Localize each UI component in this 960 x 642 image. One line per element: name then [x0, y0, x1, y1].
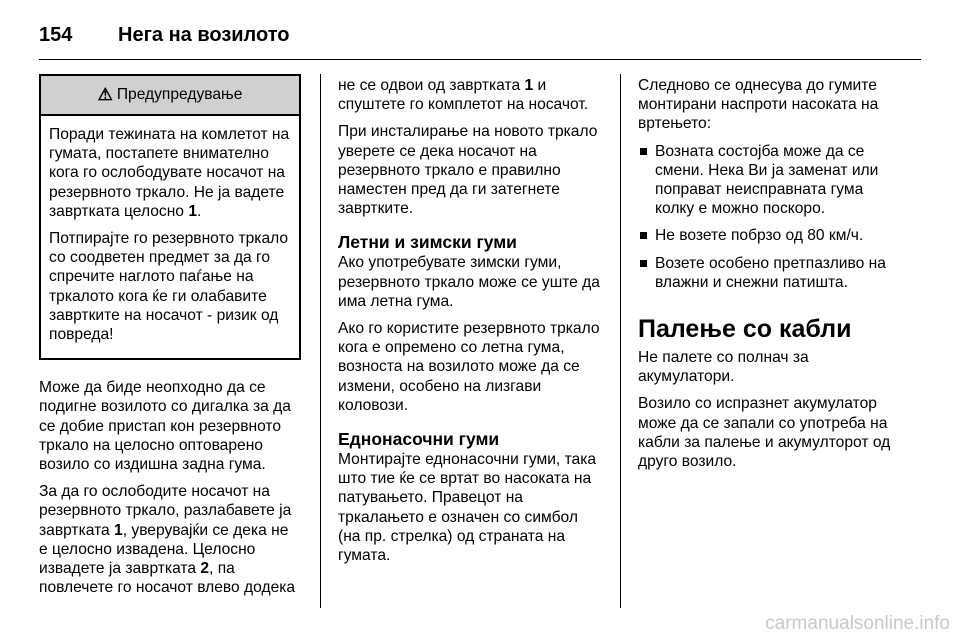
list-item: Возете особено претпазливо на влажни и снежни патишта.	[638, 254, 902, 292]
heading-winter-tyres: Летни и зимски гуми	[338, 232, 517, 253]
list-item: Не возете побрзо од 80 км/ч.	[638, 226, 902, 245]
paragraph-release-carrier: За да го ослободите носачот на резервното тркало, разлабавете ја завртката 1, уверувајќи се дека не е целосно извадена. Целосно извадете ја завртката 2, па повлечете го носачот влево додека	[39, 483, 296, 597]
paragraph-jump-2: Возило со испразнет акумулатор може да се запали со употреба на кабли за палење и акумулторот од друго возило.	[638, 395, 891, 471]
warning-box	[39, 74, 301, 360]
column-middle	[338, 76, 604, 573]
column-right	[638, 76, 902, 479]
paragraph-install: При инсталирање на новото тркало уверете се дека носачот на резервното тркало е правилно наместен пред да ги затегнете завртките.	[338, 123, 598, 218]
header-divider	[39, 59, 921, 60]
bullet-square-icon	[640, 260, 647, 267]
paragraph-jack: Може да биде неопходно да се подигне возилото со дигалка за да се добие пристап кон резервното тркало на целосно оптоварено возило со издишна задна гума.	[39, 379, 291, 474]
warning-icon: ⚠	[97, 85, 113, 105]
bullet-list	[638, 142, 902, 292]
page-header	[39, 20, 289, 50]
warning-body	[41, 116, 299, 358]
warning-paragraph-1: Поради тежината на комлетот на гумата, постапете внимателно кога го ослободувате носачот на резервното тркало. Не ја вадете завртката целосно 1.	[49, 126, 290, 220]
paragraph-against-rotation: Следново се однесува до гумите монтирани наспроти насоката на вртењето:	[638, 77, 879, 133]
column-divider-right	[620, 74, 621, 608]
paragraph-winter-2: Ако го користите резервното тркало кога е опремено со летна гума, возноста на возилото може да се измени, особено на лизгави коловози.	[338, 320, 600, 414]
warning-header	[41, 76, 299, 116]
column-left	[39, 74, 301, 605]
page-title: Нега на возилото	[118, 23, 290, 46]
paragraph-directional: Монтирајте еднонасочни гуми, така што тие ќе се вртат во насоката на патувањето. Правецот на тркалањето е означен со симбол (на пр. стрелка) од страната на гумата.	[338, 451, 597, 565]
paragraph-jump-1: Не палете со полнач за акумулатори.	[638, 349, 809, 386]
paragraph-continue: не се одвои од завртката 1 и спуштете го комплетот на носачот.	[338, 77, 589, 114]
warning-paragraph-2: Потпирајте го резервното тркало со соодветен предмет за да го спречите наглото паѓање на тркалото кога ќе ги олабавите завртките на носачот - ризик од повреда!	[49, 230, 289, 344]
list-item: Возната состојба може да се смени. Нека Ви ја заменат или поправат неисправната гума колку е можно поскоро.	[638, 142, 902, 219]
page-number: 154	[39, 23, 73, 46]
bullet-square-icon	[640, 232, 647, 239]
heading-directional-tyres: Еднонасочни гуми	[338, 429, 500, 450]
bullet-square-icon	[640, 148, 647, 155]
warning-label: Предупредување	[116, 86, 243, 104]
heading-jump-start: Палење со кабли	[638, 315, 852, 344]
watermark: carmanualsonline.info	[765, 613, 950, 634]
paragraph-winter-1: Ако употребувате зимски гуми, резервното тркало може се уште да има летна гума.	[338, 254, 600, 310]
column-divider-left	[320, 74, 321, 608]
